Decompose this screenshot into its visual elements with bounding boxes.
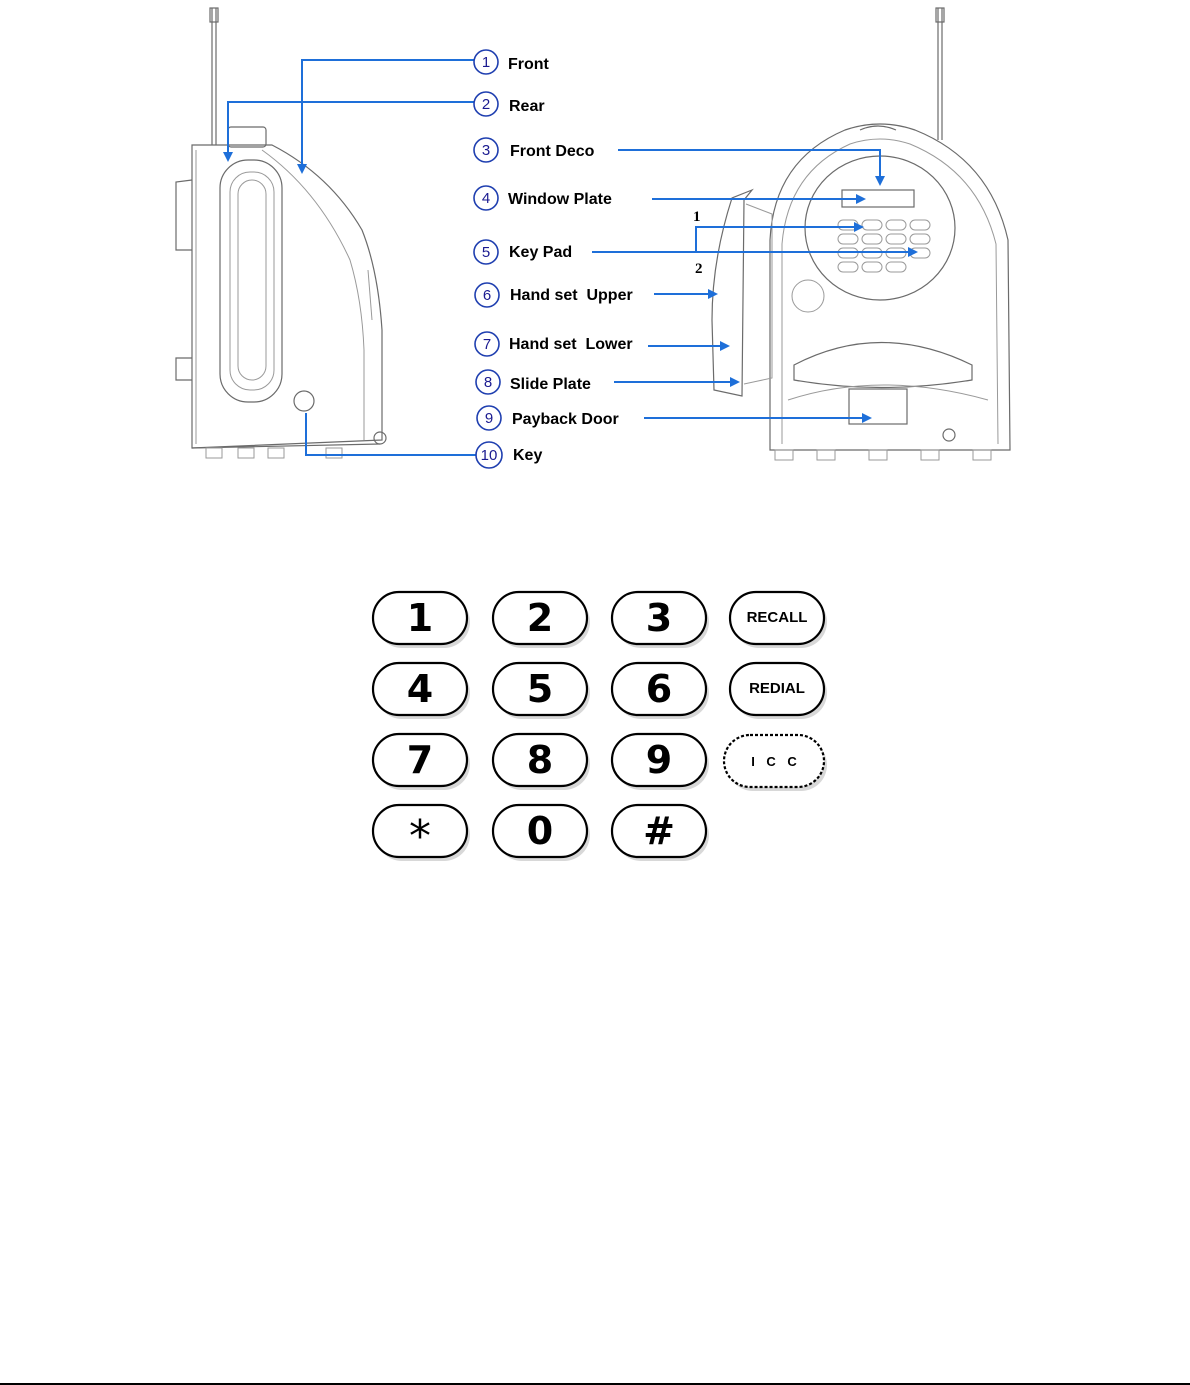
part-label-window-plate: Window Plate <box>508 191 612 208</box>
part-label-rear: Rear <box>509 98 545 115</box>
part-number: 8 <box>483 374 493 391</box>
key-label: 2 <box>526 596 554 640</box>
part-callout-3 <box>474 138 595 162</box>
part-number: 6 <box>482 287 492 304</box>
key-label: 1 <box>406 596 434 640</box>
keypad-key-0 <box>493 805 590 861</box>
part-number: 4 <box>481 190 491 207</box>
part-label-front: Front <box>508 56 549 73</box>
part-label-handset-upper: Hand set Upper <box>510 287 633 304</box>
part-label-handset-lower: Hand set Lower <box>509 336 633 353</box>
keypad-key-star <box>373 805 470 862</box>
part-callout-1 <box>474 50 550 74</box>
keypad-marker-2: 2 <box>695 261 703 277</box>
part-number: 7 <box>482 336 492 353</box>
part-number: 2 <box>481 96 491 113</box>
keypad-marker-1: 1 <box>693 209 701 225</box>
key-label: I C C <box>751 754 801 769</box>
part-number: 3 <box>481 142 491 159</box>
part-callout-5 <box>474 240 572 264</box>
key-label: 8 <box>526 738 554 782</box>
key-label: RECALL <box>746 609 808 626</box>
keypad-key-recall <box>730 592 827 648</box>
side-view-drawing <box>176 8 386 458</box>
part-callout-10 <box>476 442 542 468</box>
part-callout-6 <box>475 283 633 307</box>
part-callout-8 <box>476 370 591 394</box>
key-label: 9 <box>645 738 673 782</box>
keypad-key-2 <box>493 592 590 648</box>
keypad-key-7 <box>373 734 470 790</box>
part-number: 1 <box>481 54 491 71</box>
keypad-key-1 <box>373 592 470 648</box>
key-label: * <box>409 811 431 862</box>
front-view-drawing <box>712 8 1010 460</box>
keypad-key-hash <box>612 805 709 861</box>
part-number: 10 <box>480 447 498 464</box>
part-callout-4 <box>474 186 612 210</box>
keypad-key-redial <box>730 663 827 719</box>
key-label: 5 <box>526 667 554 711</box>
keypad-key-icc <box>724 735 827 791</box>
key-label: 7 <box>406 738 434 782</box>
keypad-key-5 <box>493 663 590 719</box>
key-label: 4 <box>406 667 434 711</box>
keypad-key-4 <box>373 663 470 719</box>
key-label: 6 <box>645 667 673 711</box>
part-label-front-deco: Front Deco <box>510 143 595 160</box>
keypad-key-6 <box>612 663 709 719</box>
part-callout-7 <box>475 332 633 356</box>
part-number: 5 <box>481 244 491 261</box>
part-label-payback-door: Payback Door <box>512 411 619 428</box>
key-label: # <box>643 809 675 853</box>
part-number: 9 <box>484 410 494 427</box>
part-callout-9 <box>477 406 619 430</box>
keypad-key-8 <box>493 734 590 790</box>
key-label: 3 <box>645 596 673 640</box>
keypad-layout <box>373 592 827 862</box>
part-label-slide-plate: Slide Plate <box>510 376 591 393</box>
part-label-key-pad: Key Pad <box>509 244 573 261</box>
keypad-key-3 <box>612 592 709 648</box>
part-label-key: Key <box>513 447 543 464</box>
key-label: 0 <box>526 809 554 853</box>
keypad-key-9 <box>612 734 709 790</box>
part-callout-2 <box>474 92 545 116</box>
key-label: REDIAL <box>749 680 805 697</box>
